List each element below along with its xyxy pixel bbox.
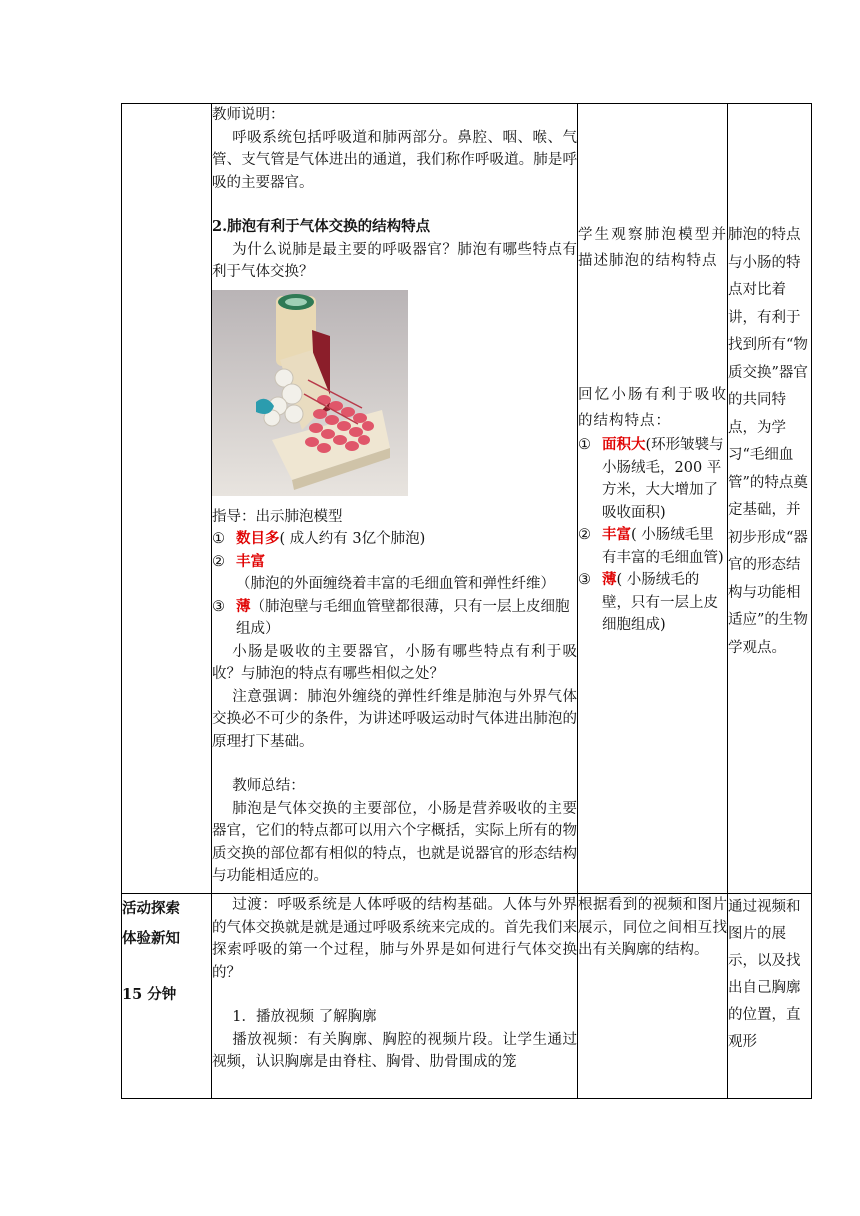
list-number: ③ [212, 598, 225, 615]
lesson-plan-table [121, 103, 812, 1099]
alveoli-model-image [212, 290, 408, 496]
intestine-key-area: 面积大 [602, 436, 646, 453]
student-activity-text: 根据看到的视频和图片展示，同位之间相互找出有关胸廓的结构。 [578, 897, 727, 958]
stage-duration: 15 分钟 [122, 986, 177, 1003]
list-number: ② [578, 527, 591, 543]
design-intent-text: 肺泡的特点与小肠的特点对比着讲，有利于找到所有“物质交换”器官的共同特点，为学习“毛细血管”的特点奠定基础，并初步形成“器官的形态结构与功能相适应”的生物学观点。 [728, 227, 808, 656]
list-item [578, 434, 727, 524]
design-intent-cell [728, 104, 812, 894]
student-observe-text: 学生观察肺泡模型并描述肺泡的结构特点 [578, 227, 727, 269]
list-item [212, 596, 577, 641]
list-item [578, 524, 727, 569]
design-intent-cell [728, 894, 812, 1099]
emphasis-note: 注意强调：肺泡外缠绕的弹性纤维是肺泡与外界气体交换必不可少的条件，为讲述呼吸运动时气体进出肺泡的原理打下基础。 [212, 688, 577, 750]
transition-text: 过渡：呼吸系统是人体呼吸的结构基础。人体与外界的气体交换就是就是通过呼吸系统来完成的。首先我们来探索呼吸的第一个过程，肺与外界是如何进行气体交换的？ [212, 897, 577, 981]
stage-cell-empty [122, 104, 212, 894]
guide-label: 指导：出示肺泡模型 [212, 508, 343, 525]
teacher-activity-cell [212, 894, 578, 1099]
intestine-key-rich: 丰富 [602, 526, 631, 543]
alveoli-key-count: 数目多 [236, 530, 280, 547]
table-row [122, 104, 812, 894]
teacher-intro-label: 教师说明： [212, 107, 285, 123]
list-item [578, 569, 727, 637]
step-title: 1．播放视频 了解胸廓 [232, 1009, 377, 1025]
list-number: ② [212, 553, 225, 570]
alveoli-desc-rich: （肺泡的外面缠绕着丰富的毛细血管和弹性纤维） [236, 576, 555, 592]
alveoli-key-rich: 丰富 [236, 552, 265, 570]
teacher-activity-cell [212, 104, 578, 894]
design-intent-text: 通过视频和图片的展示，以及找出自己胸廓的位置，直观形 [728, 899, 801, 1050]
student-recall-text: 回忆小肠有利于吸收的结构特点： [578, 387, 727, 429]
intestine-points-list [578, 434, 727, 637]
teacher-intro-text: 呼吸系统包括呼吸道和肺两部分。鼻腔、咽、喉、气管、支气管是气体进出的通道，我们称作呼吸道。肺是呼吸的主要器官。 [212, 129, 577, 191]
alveoli-model-illustration [212, 290, 408, 496]
alveoli-key-thin: 薄 [236, 597, 251, 615]
stage-line-2: 体验新知 [122, 930, 180, 947]
intestine-desc-area: (环形皱襞与小肠绒毛，200 平方米，大大增加了吸收面积) [602, 437, 724, 521]
alveoli-question: 为什么说肺是最主要的呼吸器官？肺泡有哪些特点有利于气体交换？ [212, 241, 577, 280]
list-number: ① [578, 437, 591, 453]
table-row [122, 894, 812, 1099]
student-activity-cell [578, 894, 728, 1099]
step-text: 播放视频：有关胸廓、胸腔的视频片段。让学生通过视频，认识胸廓是由脊柱、胸骨、肋骨围成的笼 [212, 1031, 577, 1070]
summary-text: 肺泡是气体交换的主要部位，小肠是营养吸收的主要器官，它们的特点都可以用六个字概括，实际上所有的物质交换的部位都有相似的特点，也就是说器官的形态结构与功能相适应的。 [212, 800, 577, 884]
list-item [212, 528, 577, 551]
intestine-desc-thin: ( 小肠绒毛的壁，只有一层上皮细胞组成) [602, 572, 718, 633]
list-item [212, 551, 577, 596]
summary-label: 教师总结： [232, 778, 305, 794]
alveoli-desc-thin: （肺泡壁与毛细血管壁都很薄，只有一层上皮细胞组成） [236, 598, 570, 637]
alveoli-points-list [212, 528, 577, 641]
intestine-key-thin: 薄 [602, 571, 617, 588]
intestine-question: 小肠是吸收的主要器官，小肠有哪些特点有利于吸收？与肺泡的特点有哪些相似之处？ [212, 643, 577, 682]
stage-cell [122, 894, 212, 1099]
stage-line-1: 活动探索 [122, 900, 180, 917]
list-number: ① [212, 531, 225, 547]
section-title: 2.肺泡有利于气体交换的结构特点 [212, 218, 431, 235]
student-activity-cell [578, 104, 728, 894]
alveoli-desc-count: ( 成人约有 3亿个肺泡) [279, 531, 426, 547]
intestine-desc-rich: ( 小肠绒毛里有丰富的毛细血管) [602, 527, 724, 566]
list-number: ③ [578, 572, 591, 588]
